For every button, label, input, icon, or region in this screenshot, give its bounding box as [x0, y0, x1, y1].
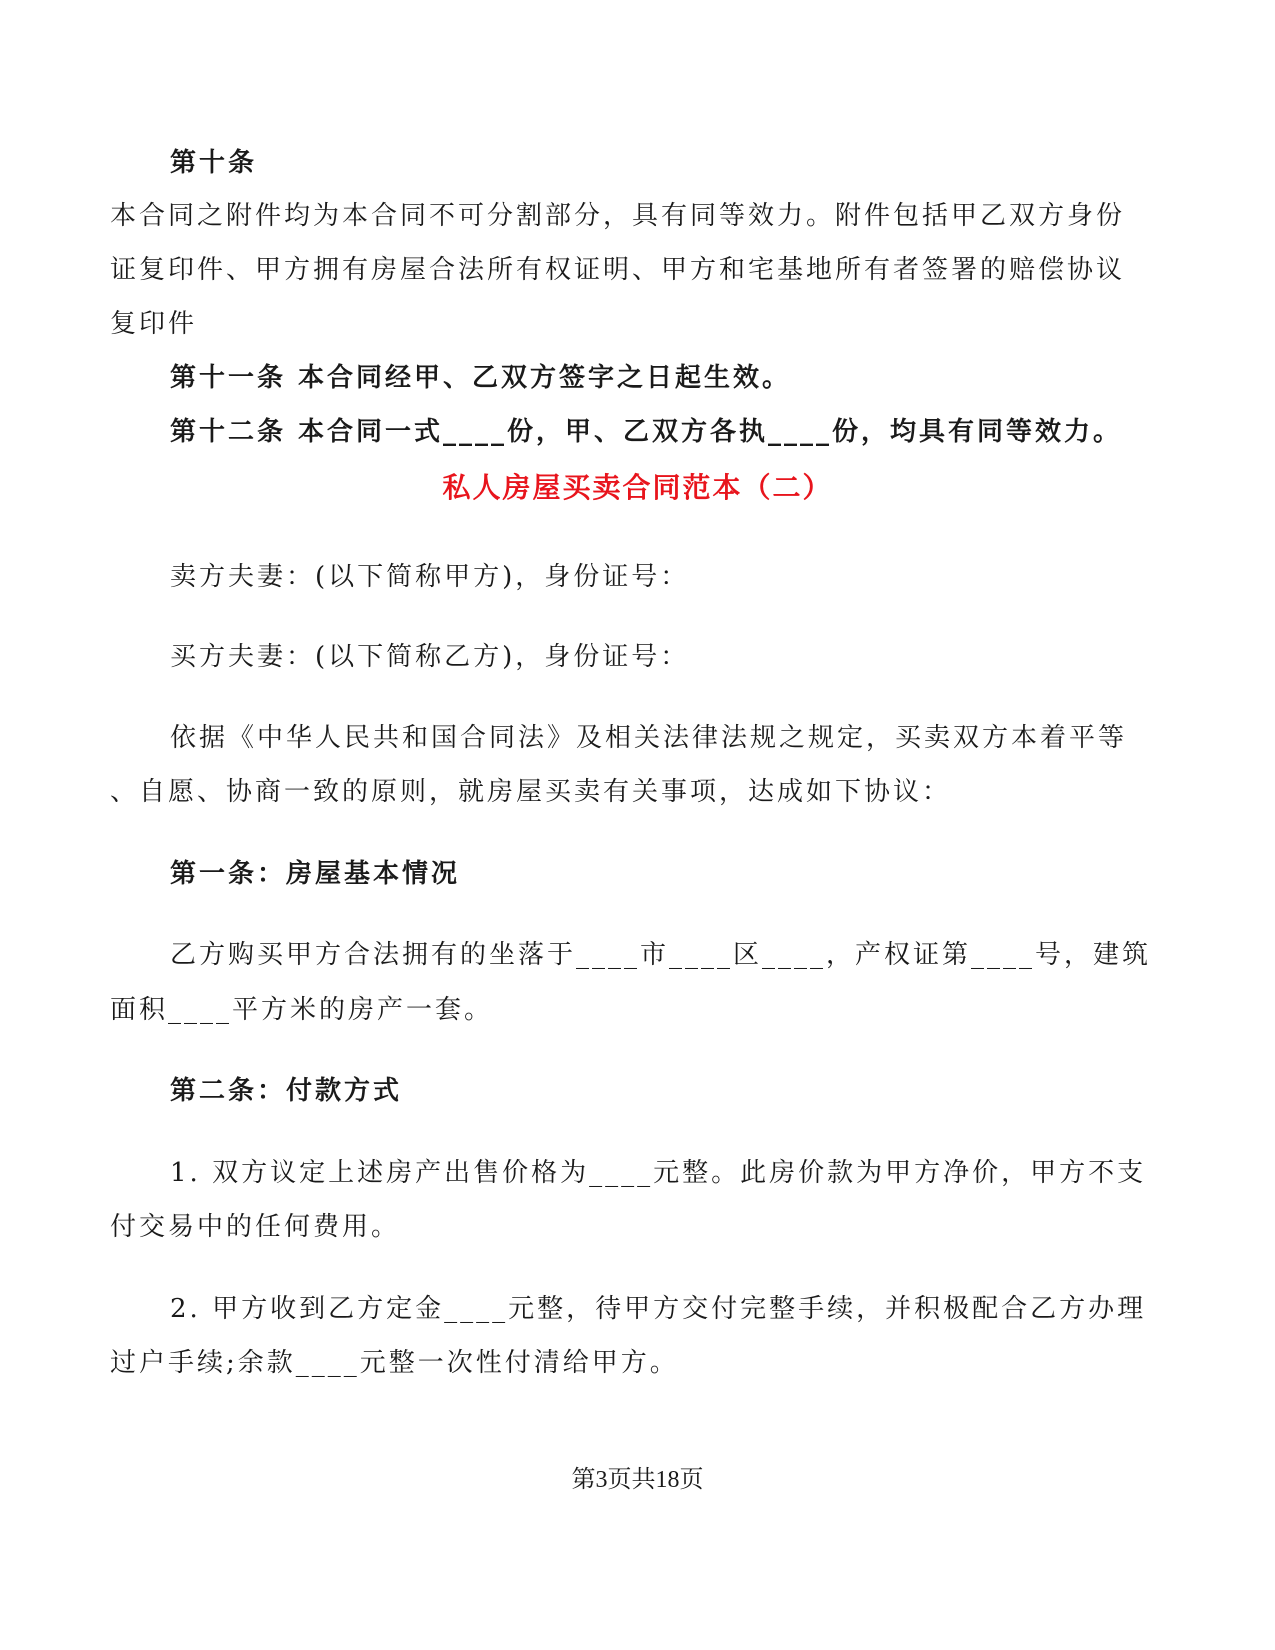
- preamble-line: 依据《中华人民共和国合同法》及相关法律法规之规定，买卖双方本着平等: [170, 723, 1128, 753]
- article-10-body-line: 证复印件、甲方拥有房屋合法所有权证明、甲方和宅基地所有者签署的赔偿协议: [110, 255, 1126, 285]
- article-10-body-line: 本合同之附件均为本合同不可分割部分，具有同等效力。附件包括甲乙双方身份: [110, 201, 1126, 231]
- article-10-heading: 第十条: [170, 148, 258, 178]
- clause-2-item-2-line: 2. 甲方收到乙方定金____元整，待甲方交付完整手续，并积极配合乙方办理: [170, 1294, 1147, 1324]
- clause-2-heading: 第二条：付款方式: [170, 1076, 403, 1106]
- clause-1-body-line: 乙方购买甲方合法拥有的坐落于____市____区____，产权证第____号，建筑: [170, 940, 1152, 970]
- preamble-line: 、自愿、协商一致的原则，就房屋买卖有关事项，达成如下协议：: [110, 777, 952, 807]
- seller-line: 卖方夫妻：(以下简称甲方)，身份证号：: [170, 562, 690, 592]
- clause-2-item-1-line: 1. 双方议定上述房产出售价格为____元整。此房价款为甲方净价，甲方不支: [170, 1158, 1147, 1188]
- article-12: 第十二条 本合同一式____份，甲、乙双方各执____份，均具有同等效力。: [170, 417, 1123, 447]
- clause-1-heading: 第一条：房屋基本情况: [170, 859, 461, 889]
- buyer-line: 买方夫妻：(以下简称乙方)，身份证号：: [170, 642, 690, 672]
- page-footer: 第3页共18页: [571, 1467, 704, 1493]
- article-10-body-line: 复印件: [110, 309, 198, 339]
- clause-2-item-2-line: 过户手续;余款____元整一次性付清给甲方。: [110, 1348, 679, 1378]
- article-11: 第十一条 本合同经甲、乙双方签字之日起生效。: [170, 363, 792, 393]
- section-title: 私人房屋买卖合同范本（二）: [442, 471, 833, 504]
- clause-1-body-line: 面积____平方米的房产一套。: [110, 995, 494, 1025]
- clause-2-item-1-line: 付交易中的任何费用。: [110, 1212, 401, 1242]
